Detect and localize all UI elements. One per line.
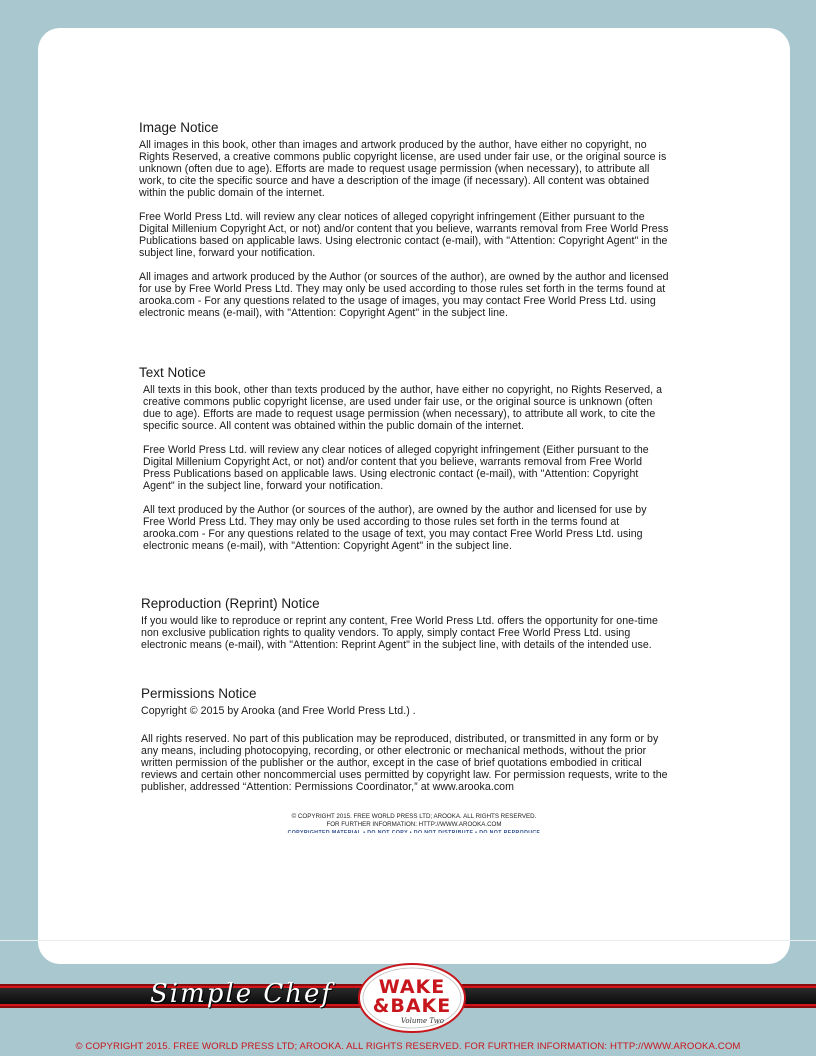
permissions-copyright-line: Copyright © 2015 by Arooka (and Free World Press Ltd.) . [141,705,416,717]
logo-bake-text: &BAKE [372,995,452,1017]
inner-footer-line-1: © COPYRIGHT 2015. FREE WORLD PRESS LTD; AROOKA. ALL RIGHTS RESERVED. [291,813,537,820]
document-page [38,28,790,964]
inner-footer-warning: COPYRIGHTED MATERIAL • DO NOT COPY • DO NOT DISTRIBUTE • DO NOT REPRODUCE [287,830,541,833]
text-notice-title: Text Notice [139,365,206,380]
page-copyright: © COPYRIGHT 2015. FREE WORLD PRESS LTD; AROOKA. ALL RIGHTS RESERVED. FOR FURTHER INFORMATION: HTTP://WWW.AROOKA.COM [75,1041,741,1052]
text-notice-paragraph-1: All texts in this book, other than texts produced by the author, have either no copyright, no Rights Reserved, a creative commons public copyright license, are used under fair use, or the original source is unknown (often due to age). Efforts are made to request usage permission (when necessary), to attribute all work, to cite the specific source. All content was obtained within the public domain of the internet. [143,384,663,432]
text-notice-paragraph-2: Free World Press Ltd. will review any clear notices of alleged copyright infringement (Either pursuant to the Digital Millenium Copyright Act, or not) and/or content that you believe, warrants removal from Free World Press Publications based on applicable laws. Using electronic contact (e-mail), with "Attention: Copyright Agent" in the subject line, forward your notification. [143,444,649,492]
simple-chef-title: Simple Chef [150,979,334,1009]
text-notice-paragraph-3: All text produced by the Author (or sources of the author), are owned by the author and licensed for use by Free World Press Ltd. They may only be used according to those rules set forth in the terms found at arooka.com - For any questions related to the usage of text, you may contact Free World Press Ltd. using electronic means (e-mail), with "Attention: Copyright Agent" in the subject line. [143,504,647,552]
permissions-notice-section [141,686,671,793]
image-notice-paragraph-2: Free World Press Ltd. will review any clear notices of alleged copyright infringement (Either pursuant to the Digital Millenium Copyright Act, or not) and/or content that you believe, warrants removal from Free World Press Publications based on applicable laws. Using electronic contact (e-mail), with "Attention: Copyright Agent" in the subject line, forward your notification. [139,211,669,259]
divider-line [0,940,816,941]
image-notice-title: Image Notice [139,120,219,135]
image-notice-paragraph-3: All images and artwork produced by the Author (or sources of the author), are owned by the author and licensed for use by Free World Press Ltd. They may only be used according to those rules set forth in the terms found at arooka.com - For any questions related to the usage of images, you may contact Free World Press Ltd. using electronic means (e-mail), with "Attention: Copyright Agent" in the subject line. [139,271,669,319]
wake-and-bake-logo [357,962,467,1034]
reproduction-notice-section [141,596,671,663]
reproduction-notice-paragraph: If you would like to reproduce or reprint any content, Free World Press Ltd. offers the opportunity for one-time non exclusive publication rights to quality vendors. To apply, simply contact Free World Press Ltd. using electronic means (e-mail), with "Attention: Reprint Agent" in the subject line, with details of the intended use. [141,615,658,651]
image-notice-section [139,120,669,331]
text-notice-section [139,365,669,564]
permissions-notice-title: Permissions Notice [141,686,257,701]
reproduction-notice-title: Reproduction (Reprint) Notice [141,596,320,611]
permissions-notice-paragraph: All rights reserved. No part of this publication may be reproduced, distributed, or transmitted in any form or by any means, including photocopying, recording, or other electronic or mechanical methods, without the prior written permission of the publisher or the author, except in the case of brief quotations embodied in critical reviews and certain other noncommercial uses permitted by copyright law. For permission requests, write to the publisher, addressed “Attention: Permissions Coordinator,” at www.arooka.com [141,733,668,793]
logo-wake-text: WAKE [378,976,446,998]
inner-footer [38,813,790,833]
logo-volume-text: Volume Two [401,1017,445,1025]
inner-footer-line-2: FOR FURTHER INFORMATION: HTTP://WWW.AROOKA.COM [326,821,502,828]
image-notice-paragraph-1: All images in this book, other than images and artwork produced by the author, have either no copyright, no Rights Reserved, a creative commons public copyright license, are used under fair use, or the original source is unknown (often due to age). Efforts are made to request usage permission (when necessary), to attribute all work, to cite the specific source and have a description of the image (if necessary). All content was obtained within the public domain of the internet. [139,139,667,199]
